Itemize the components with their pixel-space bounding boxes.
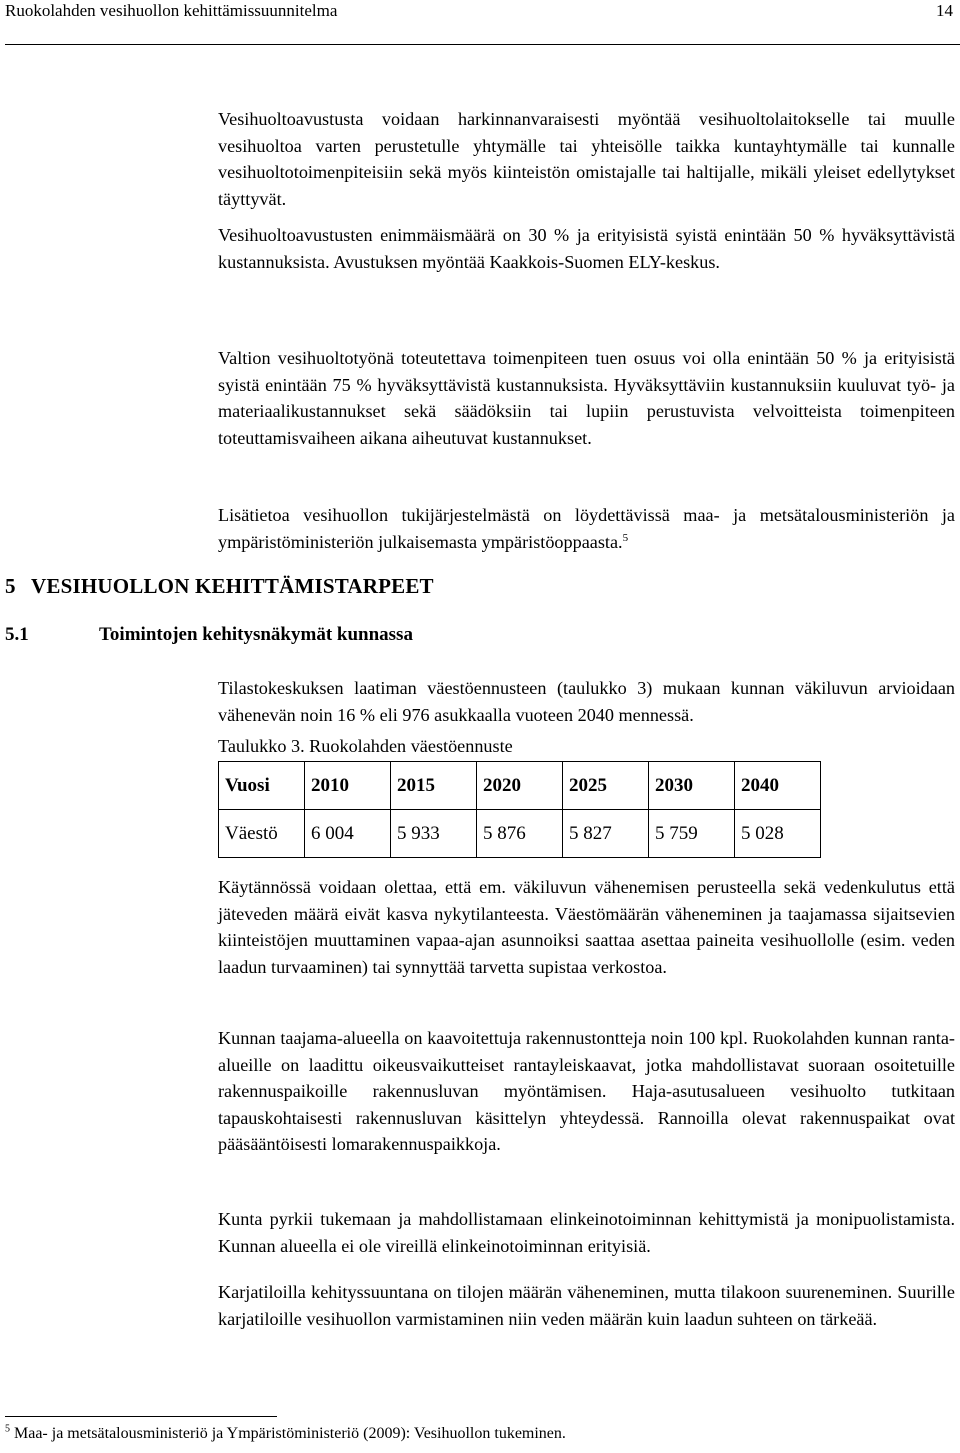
table-header-cell: 2030 xyxy=(649,762,735,810)
paragraph-more-info-text: Lisätietoa vesihuollon tukijärjestelmästä on löydettävissä maa- ja metsätalousministeriön ja ympäristöministeriön julkaisemasta ympäristöoppaasta. xyxy=(218,505,955,552)
paragraph-state-support: Valtion vesihuoltotyönä toteutettava toimenpiteen tuen osuus voi olla enintään 50 % ja erityisistä syistä enintään 75 % hyväksyttävistä kustannuksista. Hyväksyttäviin kustannuksiin kuuluvat työ- ja materiaalikustannukset sekä säädöksiin tai lupiin perustuvista velvoitteista toimenpiteen toteuttamisvaiheen aikana aiheutuvat kustannukset. xyxy=(218,348,955,448)
paragraph-business-development: Kunta pyrkii tukemaan ja mahdollistamaan elinkeinotoiminnan kehittymistä ja monipuolistamista. Kunnan alueella ei ole vireillä elinkeinotoiminnan erityisiä. xyxy=(218,1209,955,1256)
table-caption: Taulukko 3. Ruokolahden väestöennuste xyxy=(218,736,513,756)
table-cell: 6 004 xyxy=(305,810,391,858)
table-row xyxy=(219,810,821,858)
table-cell: 5 028 xyxy=(735,810,821,858)
table-header-cell: 2015 xyxy=(391,762,477,810)
footnote-text: Maa- ja metsätalousministeriö ja Ympäristöministeriö (2009): Vesihuollon tukeminen. xyxy=(14,1425,566,1442)
subsection-number: 5.1 xyxy=(5,624,29,645)
header-divider xyxy=(5,44,960,45)
page-number: 14 xyxy=(936,1,953,20)
footnote-reference[interactable]: 5 xyxy=(622,531,629,544)
table-cell: 5 876 xyxy=(477,810,563,858)
paragraph-consumption-outlook: Käytännössä voidaan olettaa, että em. väkiluvun vähenemisen perusteella sekä vedenkulutus että jäteveden määrä eivät kasva nykytilanteesta. Väestömäärän väheneminen ja taajamassa sijaitsevien kiinteistöjen muuttaminen vapaa-ajan asunnoiksi saattaa asettaa paineita vesihuollolle (esim. veden laadun turvaaminen) tai synnyttää tarvetta supistaa verkostoa. xyxy=(218,877,955,977)
population-table xyxy=(218,761,821,858)
table-header-row xyxy=(219,762,821,810)
paragraph-grant-eligibility: Vesihuoltoavustusta voidaan harkinnanvaraisesti myöntää vesihuoltolaitokselle tai muulle vesihuoltoa varten perustetulle yhtymälle tai yhteisölle taikka kuntayhtymälle tai kunnalle vesihuoltotoimenpiteisiin sekä myös kiinteistön omistajalle tai haltijalle, mikäli yleiset edellytykset täyttyvät. xyxy=(218,109,955,209)
section-heading xyxy=(5,574,434,599)
subsection-heading xyxy=(5,624,413,646)
page-header xyxy=(5,0,955,22)
table-cell: Väestö xyxy=(219,810,305,858)
table-header-cell: 2010 xyxy=(305,762,391,810)
paragraph-grant-maximum: Vesihuoltoavustusten enimmäismäärä on 30 % ja erityisistä syistä enintään 50 % hyväksyttävistä kustannuksista. Avustuksen myöntää Kaakkois-Suomen ELY-keskus. xyxy=(218,225,955,272)
table-header-cell: 2040 xyxy=(735,762,821,810)
paragraph-building-plots: Kunnan taajama-alueella on kaavoitettuja rakennustontteja noin 100 kpl. Ruokolahden kunnan ranta-alueille on laadittu oikeusvaikutteiset rantayleiskaavat, jotka mahdollistavat suoraan osoitetuille rakennuspaikoille rakennusluvan myöntämisen. Haja-asutusalueen vesihuolto tutkitaan tapauskohtaisesti rakennusluvan käsittelyn yhteydessä. Rannoilla olevat rakennuspaikat ovat pääsääntöisesti lomarakennuspaikkoja. xyxy=(218,1028,955,1154)
paragraph-more-info xyxy=(218,502,955,555)
subsection-title: Toimintojen kehitysnäkymät kunnassa xyxy=(99,624,413,645)
footnote xyxy=(5,1425,566,1443)
section-number: 5 xyxy=(5,574,16,598)
document-title: Ruokolahden vesihuollon kehittämissuunnitelma xyxy=(5,1,338,20)
paragraph-population-forecast: Tilastokeskuksen laatiman väestöennusteen (taulukko 3) mukaan kunnan väkiluvun arvioidaan vähenevän noin 16 % eli 976 asukkaalla vuoteen 2040 mennessä. xyxy=(218,678,955,725)
table-header-cell: 2025 xyxy=(563,762,649,810)
table-header-cell: Vuosi xyxy=(219,762,305,810)
table-cell: 5 933 xyxy=(391,810,477,858)
section-title: VESIHUOLLON KEHITTÄMISTARPEET xyxy=(31,574,434,598)
footnote-number: 5 xyxy=(5,1423,10,1435)
footnote-divider xyxy=(5,1416,277,1417)
table-header-cell: 2020 xyxy=(477,762,563,810)
table-cell: 5 759 xyxy=(649,810,735,858)
table-cell: 5 827 xyxy=(563,810,649,858)
paragraph-livestock-farms: Karjatiloilla kehityssuuntana on tilojen määrän väheneminen, mutta tilakoon suureneminen. Suurille karjatiloille vesihuollon varmistaminen niin veden määrän kuin laadun suhteen on tärkeää. xyxy=(218,1282,955,1329)
